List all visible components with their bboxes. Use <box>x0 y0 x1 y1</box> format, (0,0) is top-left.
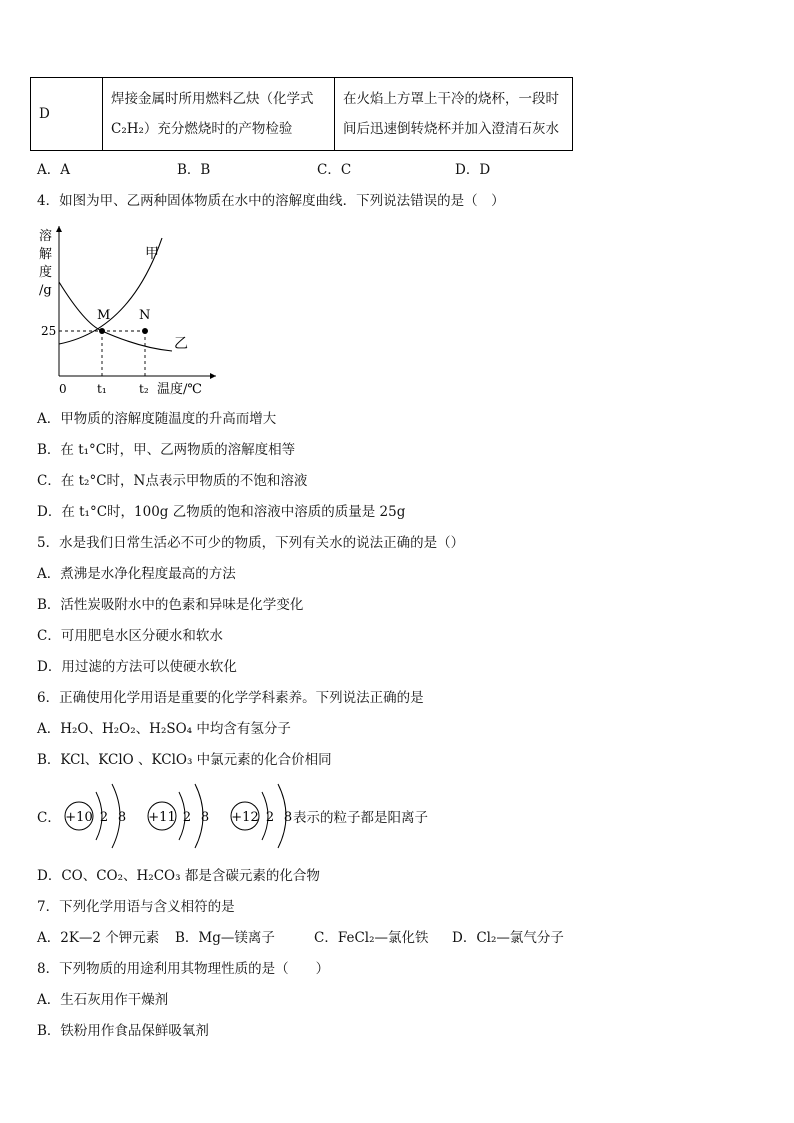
option-b: B．B <box>177 162 211 178</box>
shell-electrons: 2 <box>265 810 275 825</box>
x-tick-label: t₂ <box>139 382 149 396</box>
y-tick-label: 25 <box>41 324 57 338</box>
question-6-stem: 6．正确使用化学用语是重要的化学学科素养。下列说法正确的是 <box>37 690 424 706</box>
shell-electrons: 8 <box>200 810 210 825</box>
shell-electrons: 2 <box>99 810 109 825</box>
question-3-table <box>30 77 573 151</box>
point-n-label: N <box>139 308 151 323</box>
question-5-option-c: C．可用肥皂水区分硬水和软水 <box>37 628 223 644</box>
x-axis-label: 温度/℃ <box>157 382 202 397</box>
nucleus-charge: +10 <box>65 810 93 825</box>
table-cell-method <box>335 78 573 151</box>
shell-electrons: 8 <box>117 810 127 825</box>
option-a: A．A <box>37 162 70 178</box>
question-4-option-b: B．在 t₁°C时，甲、乙两物质的溶解度相等 <box>37 442 296 458</box>
question-6-option-b: B．KCl、KClO 、KClO₃ 中氯元素的化合价相同 <box>37 752 332 768</box>
table-cell-line: 在火焰上方罩上干冷的烧杯，一段时 <box>343 91 559 107</box>
option-b: B．Mg—镁离子 <box>175 930 275 946</box>
question-5-option-a: A．煮沸是水净化程度最高的方法 <box>37 566 236 582</box>
table-cell-line: C₂H₂）充分燃烧时的产物检验 <box>111 121 293 137</box>
question-7-options <box>37 926 564 946</box>
atom-diagram-1 <box>65 784 126 848</box>
question-5-stem: 5．水是我们日常生活必不可少的物质，下列有关水的说法正确的是（） <box>37 535 465 551</box>
option-d: D．Cl₂—氯气分子 <box>452 930 564 946</box>
question-3-options <box>37 158 490 178</box>
option-d: D．D <box>455 162 491 178</box>
table-cell-line: 间后迅速倒转烧杯并加入澄清石灰水 <box>343 121 559 137</box>
nucleus-charge: +12 <box>231 810 259 825</box>
question-6-option-c-label: C． <box>37 810 61 826</box>
question-7-stem: 7．下列化学用语与含义相符的是 <box>37 899 235 915</box>
table-cell-experiment <box>103 78 335 151</box>
atom-diagram-3 <box>231 784 292 848</box>
shell-electrons: 2 <box>182 810 192 825</box>
solubility-chart <box>30 218 230 403</box>
atom-diagram-2 <box>148 784 209 848</box>
question-6-option-d: D．CO、CO₂、H₂CO₃ 都是含碳元素的化合物 <box>37 868 320 884</box>
nucleus-charge: +11 <box>148 810 176 825</box>
question-8-stem: 8．下列物质的用途利用其物理性质的是（ ） <box>37 961 330 977</box>
question-4-option-c: C．在 t₂°C时，N点表示甲物质的不饱和溶液 <box>37 473 308 489</box>
x-tick-label: t₁ <box>97 382 107 396</box>
y-axis-label-char: /g <box>39 283 52 298</box>
question-5-option-d: D．用过滤的方法可以使硬水软化 <box>37 659 237 675</box>
table-row-label: D <box>31 78 103 151</box>
series-yi-curve <box>59 282 172 351</box>
y-axis-label-char: 解 <box>39 247 53 262</box>
y-axis-label-char: 度 <box>39 265 53 280</box>
question-4-stem: 4．如图为甲、乙两种固体物质在水中的溶解度曲线．下列说法错误的是（ ） <box>37 193 505 209</box>
table-cell-line: 焊接金属时所用燃料乙炔（化学式 <box>111 91 314 107</box>
question-5-option-b: B．活性炭吸附水中的色素和异味是化学变化 <box>37 597 304 613</box>
question-6-option-a: A．H₂O、H₂O₂、H₂SO₄ 中均含有氢分子 <box>37 721 291 737</box>
option-c: C．FeCl₂—氯化铁 <box>314 930 429 946</box>
option-c: C．C <box>317 162 352 178</box>
series-jia-label: 甲 <box>145 246 159 262</box>
shell-electrons: 8 <box>283 810 293 825</box>
x-tick-label: 0 <box>59 382 67 396</box>
option-a: A．2K—2 个钾元素 <box>37 930 160 946</box>
series-yi-label: 乙 <box>174 336 188 352</box>
point-m-label: M <box>97 308 111 323</box>
question-6-option-c-text: 表示的粒子都是阳离子 <box>293 810 428 826</box>
question-4-option-d: D．在 t₁°C时，100g 乙物质的饱和溶液中溶质的质量是 25g <box>37 504 406 520</box>
question-8-option-a: A．生石灰用作干燥剂 <box>37 992 169 1008</box>
question-4-option-a: A．甲物质的溶解度随温度的升高而增大 <box>37 411 277 427</box>
point-m <box>99 328 105 334</box>
point-n <box>142 328 148 334</box>
atom-structure-diagrams <box>60 780 300 855</box>
question-8-option-b: B．铁粉用作食品保鲜吸氧剂 <box>37 1023 209 1039</box>
y-axis-label-char: 溶 <box>39 229 53 244</box>
